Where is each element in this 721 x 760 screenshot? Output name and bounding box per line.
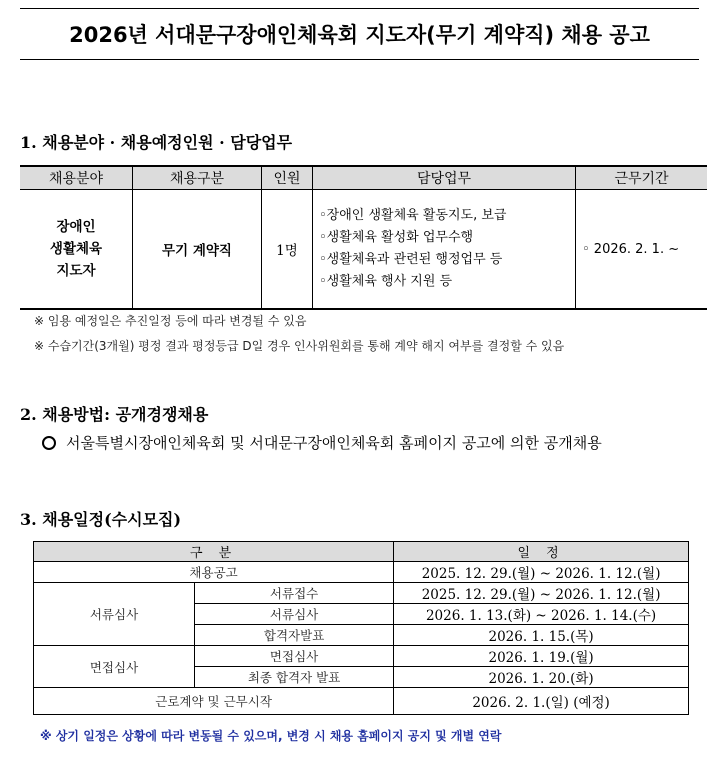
title-box (20, 8, 699, 60)
table-row (34, 583, 689, 604)
duty-item: ◦생활체육 활성화 업무수행 (319, 230, 474, 245)
schedule-value: 2026. 2. 1.(일) (예정) (394, 688, 689, 715)
schedule-header-category: 구 분 (34, 542, 394, 562)
bullet-text: 서울특별시장애인체육회 및 서대문구장애인체육회 홈페이지 공고에 의한 공개채용 (66, 434, 602, 452)
type-cell: 무기 계약직 (133, 190, 262, 310)
duties-cell (313, 190, 576, 310)
table-row (34, 562, 689, 583)
field-line: 장애인 (56, 219, 96, 235)
field-line: 지도자 (56, 263, 96, 279)
schedule-label: 최종 합격자 발표 (195, 667, 394, 688)
schedule-group-label: 면접심사 (34, 646, 195, 688)
header-count: 인원 (262, 166, 313, 190)
section-2-bullet (42, 432, 602, 453)
schedule-header-row (34, 542, 689, 562)
table-row (34, 688, 689, 715)
schedule-label: 채용공고 (34, 562, 394, 583)
schedule-label: 근로계약 및 근무시작 (34, 688, 394, 715)
duty-item: ◦생활체육 행사 지원 등 (319, 274, 453, 289)
section-1-heading: 1. 채용분야 · 채용예정인원 · 담당업무 (20, 133, 293, 152)
header-period: 근무기간 (576, 166, 708, 190)
table-row (20, 190, 707, 310)
schedule-footnote: ※ 상기 일정은 상황에 따라 변동될 수 있으며, 변경 시 채용 홈페이지 공지 및 개별 연락 (40, 729, 502, 743)
schedule-label: 면접심사 (195, 646, 394, 667)
schedule-label: 서류심사 (195, 604, 394, 625)
header-field: 채용분야 (20, 166, 133, 190)
header-type: 채용구분 (133, 166, 262, 190)
note-2: ※ 수습기간(3개월) 평정 결과 평정등급 D일 경우 인사위원회를 통해 계약 해지 여부를 결정할 수 있음 (34, 339, 565, 353)
duty-item: ◦생활체육과 관련된 행정업무 등 (319, 252, 503, 267)
recruitment-table (20, 165, 707, 310)
field-cell (20, 190, 133, 310)
schedule-label: 서류접수 (195, 583, 394, 604)
count-cell: 1명 (262, 190, 313, 310)
schedule-value: 2025. 12. 29.(월) ~ 2026. 1. 12.(월) (394, 562, 689, 583)
field-line: 생활체육 (49, 241, 103, 257)
period-cell: ◦ 2026. 2. 1. ~ (576, 190, 708, 310)
page-title: 2026년 서대문구장애인체육회 지도자(무기 계약직) 채용 공고 (69, 23, 650, 47)
note-1: ※ 임용 예정일은 추진일정 등에 따라 변경될 수 있음 (34, 314, 307, 328)
schedule-value: 2026. 1. 19.(월) (394, 646, 689, 667)
section-2-heading: 2. 채용방법: 공개경쟁채용 (20, 405, 209, 424)
schedule-value: 2026. 1. 15.(목) (394, 625, 689, 646)
circle-bullet-icon (42, 436, 56, 450)
duty-item: ◦장애인 생활체육 활동지도, 보급 (319, 208, 507, 223)
schedule-value: 2025. 12. 29.(월) ~ 2026. 1. 12.(월) (394, 583, 689, 604)
schedule-group-label: 서류심사 (34, 583, 195, 646)
table-row (34, 646, 689, 667)
section-3-heading: 3. 채용일정(수시모집) (20, 510, 182, 529)
schedule-header-date: 일 정 (394, 542, 689, 562)
header-duties: 담당업무 (313, 166, 576, 190)
schedule-table (33, 541, 689, 715)
table-header-row (20, 166, 707, 190)
schedule-value: 2026. 1. 13.(화) ~ 2026. 1. 14.(수) (394, 604, 689, 625)
schedule-label: 합격자발표 (195, 625, 394, 646)
schedule-value: 2026. 1. 20.(화) (394, 667, 689, 688)
